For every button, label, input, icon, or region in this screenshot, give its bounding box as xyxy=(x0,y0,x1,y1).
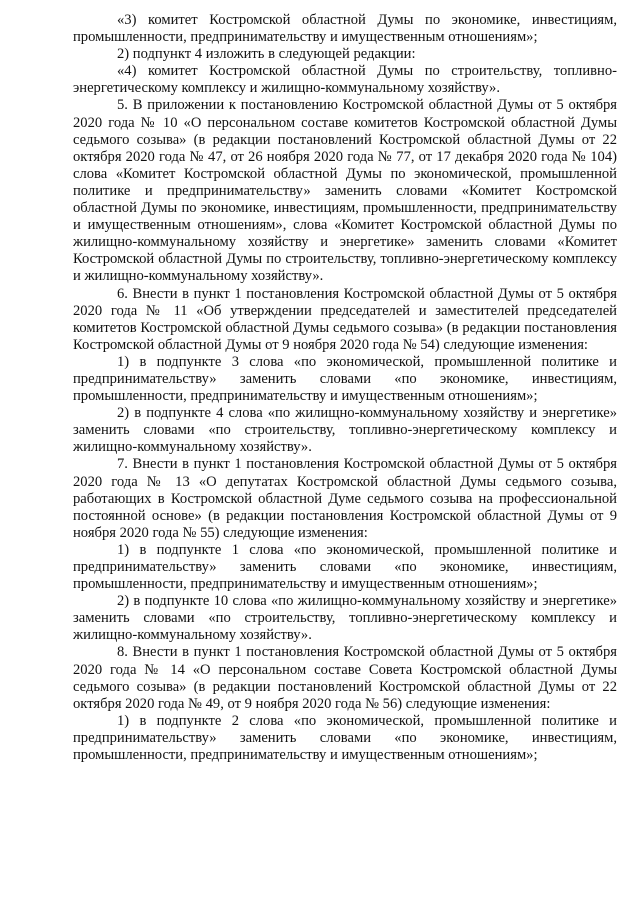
paragraph-item-8-sub-1: 1) в подпункте 2 слова «по экономической, промышленной политике и предпринимательству» заменить словами «по экономике, инвестициям, промышленности, предпринимательству и имущественным отношениям»; xyxy=(73,712,617,764)
paragraph-subitem-4-intro: 2) подпункт 4 изложить в следующей редакции: xyxy=(117,46,416,63)
paragraph-item-6: 6. Внести в пункт 1 постановления Костромской областной Думы от 5 октября 2020 года № 11 «Об утверждении председателей и заместителей председателей комитетов Костромской областной Думы седьмого созыва» (в редакции постановления Костромской областной Думы от 9 ноября 2020 года № 54) следующие изменения: xyxy=(73,285,617,353)
paragraph-item-7-sub-2: 2) в подпункте 10 слова «по жилищно-коммунальному хозяйству и энергетике» заменить словами «по строительству, топливно-энергетическому комплексу и жилищно-коммунальному хозяйству». xyxy=(73,593,617,644)
paragraph-committee-4: «4) комитет Костромской областной Думы по строительству, топливно-энергетическому комплексу и жилищно-коммунальному хозяйству». xyxy=(73,63,617,97)
paragraph-item-6-sub-2: 2) в подпункте 4 слова «по жилищно-коммунальному хозяйству и энергетике» заменить словами «по строительству, топливно-энергетическому комплексу и жилищно-коммунальному хозяйству». xyxy=(73,405,617,456)
paragraph-item-5: 5. В приложении к постановлению Костромской областной Думы от 5 октября 2020 года № 10 «О персональном составе комитетов Костромской областной Думы седьмого созыва» (в редакции постановлений Костромской областной Думы от 22 октября 2020 года № 47, от 26 ноября 2020 года № 77, от 17 декабря 2020 года № 104) слова «Комитет Костромской областной Думы по экономической, промышленной политике и предпринимательству» заменить словами «Комитет Костромской областной Думы по экономике, инвестициям, промышленности, предпринимательству и имущественным отношениям», слова «Комитет Костромской областной Думы по жилищно-коммунальному хозяйству и энергетике» заменить словами «Комитет Костромской областной Думы по строительству, топливно-энергетическому комплексу и жилищно-коммунальному хозяйству». xyxy=(73,97,617,285)
document-body xyxy=(73,12,617,764)
paragraph-item-7-sub-1: 1) в подпункте 1 слова «по экономической, промышленной политике и предпринимательству» заменить словами «по экономике, инвестициям, промышленности, предпринимательству и имущественным отношениям»; xyxy=(73,541,617,593)
paragraph-item-6-sub-1: 1) в подпункте 3 слова «по экономической, промышленной политике и предпринимательству» заменить словами «по экономике, инвестициям, промышленности, предпринимательству и имущественным отношениям»; xyxy=(73,353,617,405)
paragraph-item-7: 7. Внести в пункт 1 постановления Костромской областной Думы от 5 октября 2020 года № 13 «О депутатах Костромской областной Думы седьмого созыва, работающих в Костромской областной Думе седьмого созыва на профессиональной постоянной основе» (в редакции постановления Костромской областной Думы от 9 ноября 2020 года № 55) следующие изменения: xyxy=(73,456,617,541)
paragraph-item-8: 8. Внести в пункт 1 постановления Костромской областной Думы от 5 октября 2020 года № 14 «О персональном составе Совета Костромской областной Думы седьмого созыва» (в редакции постановлений Костромской областной Думы от 22 октября 2020 года № 49, от 9 ноября 2020 года № 56) следующие изменения: xyxy=(73,644,617,712)
paragraph-committee-3: «3) комитет Костромской областной Думы по экономике, инвестициям, промышленности, предпринимательству и имущественным отношениям»; xyxy=(73,12,617,46)
